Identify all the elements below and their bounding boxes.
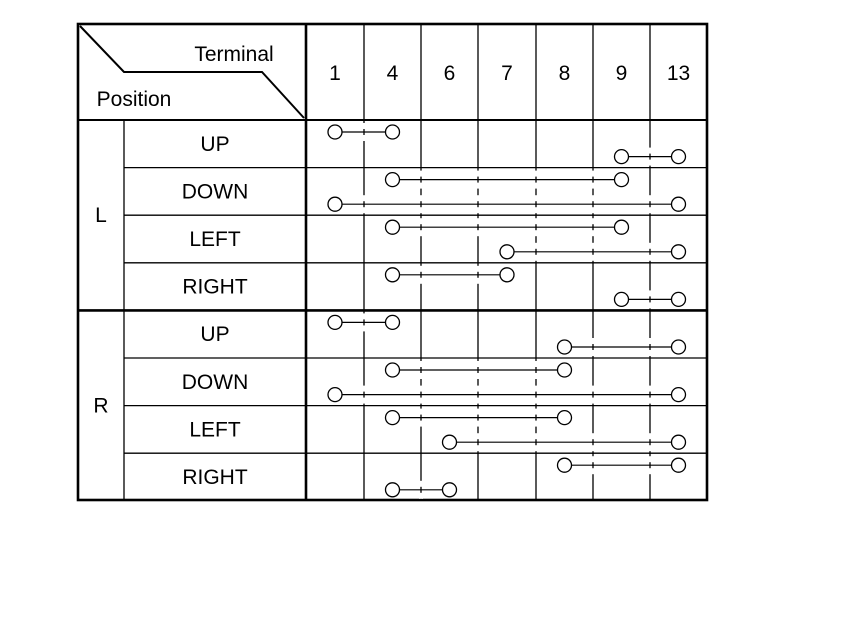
terminal-node xyxy=(386,220,400,234)
grid-gap xyxy=(419,266,423,272)
grid-gap xyxy=(419,207,423,213)
grid-gap xyxy=(476,361,480,367)
grid-gap xyxy=(534,398,538,404)
grid-gap xyxy=(419,230,423,236)
terminal-node xyxy=(328,315,342,329)
position-row-label: RIGHT xyxy=(182,466,248,489)
grid-gap xyxy=(476,386,480,392)
position-row-label: LEFT xyxy=(189,418,241,442)
grid-gap xyxy=(476,445,480,451)
table-grid xyxy=(78,24,707,500)
terminal-node xyxy=(672,245,686,259)
grid-gap xyxy=(534,207,538,213)
terminal-node xyxy=(386,315,400,329)
grid-gap xyxy=(476,421,480,427)
terminal-label: 9 xyxy=(615,62,628,85)
grid-gap xyxy=(476,183,480,189)
terminal-node xyxy=(443,435,457,449)
grid-gap xyxy=(591,468,595,474)
grid-gap xyxy=(591,230,595,236)
terminal-node xyxy=(672,197,686,211)
terminal-label: 13 xyxy=(666,62,691,85)
terminal-node xyxy=(615,150,629,164)
grid-gap xyxy=(648,243,652,249)
terminal-node xyxy=(672,292,686,306)
grid-gap xyxy=(648,207,652,213)
grid-gap xyxy=(534,230,538,236)
grid-gap xyxy=(476,266,480,272)
grid-gap xyxy=(648,290,652,296)
position-row-label: DOWN xyxy=(181,180,249,204)
terminal-node xyxy=(386,411,400,425)
terminal-node xyxy=(386,363,400,377)
grid-gap xyxy=(419,195,423,201)
position-row-label: UP xyxy=(200,132,230,156)
grid-gap xyxy=(591,338,595,344)
grid-gap xyxy=(591,207,595,213)
grid-gap xyxy=(648,302,652,308)
grid-gap xyxy=(534,445,538,451)
grid-gap xyxy=(648,338,652,344)
group-label: R xyxy=(93,394,109,418)
grid-gap xyxy=(534,433,538,439)
terminal-node xyxy=(443,483,457,497)
terminal-node xyxy=(386,268,400,282)
terminal-label: 4 xyxy=(386,62,399,85)
grid-gap xyxy=(419,183,423,189)
grid-gap xyxy=(534,243,538,249)
terminal-node xyxy=(328,388,342,402)
grid-gap xyxy=(476,171,480,177)
terminal-label: 1 xyxy=(329,62,341,85)
grid-gap xyxy=(419,361,423,367)
grid-gap xyxy=(362,135,366,141)
position-header-label: Position xyxy=(96,88,172,111)
terminal-node xyxy=(558,411,572,425)
grid-gap xyxy=(534,183,538,189)
grid-gap xyxy=(648,255,652,261)
grid-gap xyxy=(591,171,595,177)
terminal-node xyxy=(386,173,400,187)
grid-gap xyxy=(591,398,595,404)
table-border xyxy=(78,24,707,500)
terminal-node xyxy=(328,197,342,211)
grid-gap xyxy=(476,278,480,284)
grid-gap xyxy=(534,421,538,427)
grid-gap xyxy=(362,313,366,319)
grid-gap xyxy=(591,386,595,392)
terminal-label: 6 xyxy=(443,62,456,85)
grid-gap xyxy=(362,386,366,392)
terminal-label: 7 xyxy=(501,62,513,85)
grid-gap xyxy=(591,445,595,451)
terminal-label: 8 xyxy=(558,62,571,85)
terminal-node xyxy=(500,268,514,282)
grid-gap xyxy=(648,160,652,166)
grid-gap xyxy=(534,195,538,201)
grid-gap xyxy=(419,171,423,177)
grid-gap xyxy=(419,398,423,404)
position-row-label: LEFT xyxy=(189,228,241,251)
grid-gap xyxy=(648,445,652,451)
grid-gap xyxy=(419,409,423,415)
grid-gap xyxy=(534,361,538,367)
grid-gap xyxy=(419,421,423,427)
grid-gap xyxy=(476,230,480,236)
grid-gap xyxy=(591,218,595,224)
grid-gap xyxy=(648,386,652,392)
terminal-node xyxy=(386,125,400,139)
terminal-node xyxy=(558,363,572,377)
grid-gap xyxy=(534,218,538,224)
terminal-node xyxy=(672,388,686,402)
terminal-node xyxy=(672,340,686,354)
grid-gap xyxy=(534,373,538,379)
grid-gap xyxy=(362,325,366,331)
terminal-node xyxy=(615,220,629,234)
terminal-labels xyxy=(329,62,690,85)
grid-gap xyxy=(476,433,480,439)
grid-gap xyxy=(419,493,423,499)
grid-gap xyxy=(362,123,366,129)
grid-gap xyxy=(534,386,538,392)
grid-gap xyxy=(591,433,595,439)
grid-gap xyxy=(419,218,423,224)
grid-gap xyxy=(591,243,595,249)
terminal-node xyxy=(328,125,342,139)
grid-gap xyxy=(476,218,480,224)
position-row-label: UP xyxy=(200,323,230,347)
grid-gap xyxy=(648,195,652,201)
grid-gap xyxy=(419,373,423,379)
grid-gap xyxy=(476,207,480,213)
position-row-label: RIGHT xyxy=(182,275,248,299)
terminal-node xyxy=(672,435,686,449)
grid-gap xyxy=(648,433,652,439)
terminal-node xyxy=(672,150,686,164)
terminal-node xyxy=(500,245,514,259)
terminal-node xyxy=(558,340,572,354)
grid-gap xyxy=(591,255,595,261)
grid-gap xyxy=(362,398,366,404)
terminal-header-label: Terminal xyxy=(194,43,274,66)
grid-gap xyxy=(476,409,480,415)
grid-gap xyxy=(476,398,480,404)
grid-gap xyxy=(648,468,652,474)
grid-gap xyxy=(362,207,366,213)
position-row-label: DOWN xyxy=(181,370,249,394)
table-header xyxy=(80,26,304,118)
grid-gap xyxy=(419,481,423,487)
grid-gap xyxy=(591,183,595,189)
grid-gap xyxy=(591,456,595,462)
grid-gap xyxy=(476,373,480,379)
terminal-node xyxy=(615,173,629,187)
terminal-node xyxy=(672,458,686,472)
terminal-node xyxy=(558,458,572,472)
grid-gap xyxy=(419,386,423,392)
grid-gap xyxy=(534,171,538,177)
grid-gap xyxy=(534,255,538,261)
grid-gap xyxy=(591,195,595,201)
terminal-node xyxy=(386,483,400,497)
group-label: L xyxy=(95,204,107,228)
grid-gap xyxy=(362,195,366,201)
terminal-node xyxy=(615,292,629,306)
grid-gap xyxy=(648,350,652,356)
grid-gap xyxy=(419,278,423,284)
grid-gap xyxy=(591,350,595,356)
grid-gap xyxy=(476,195,480,201)
grid-gap xyxy=(534,409,538,415)
grid-gap xyxy=(648,148,652,154)
grid-gap xyxy=(648,456,652,462)
grid-gap xyxy=(648,398,652,404)
